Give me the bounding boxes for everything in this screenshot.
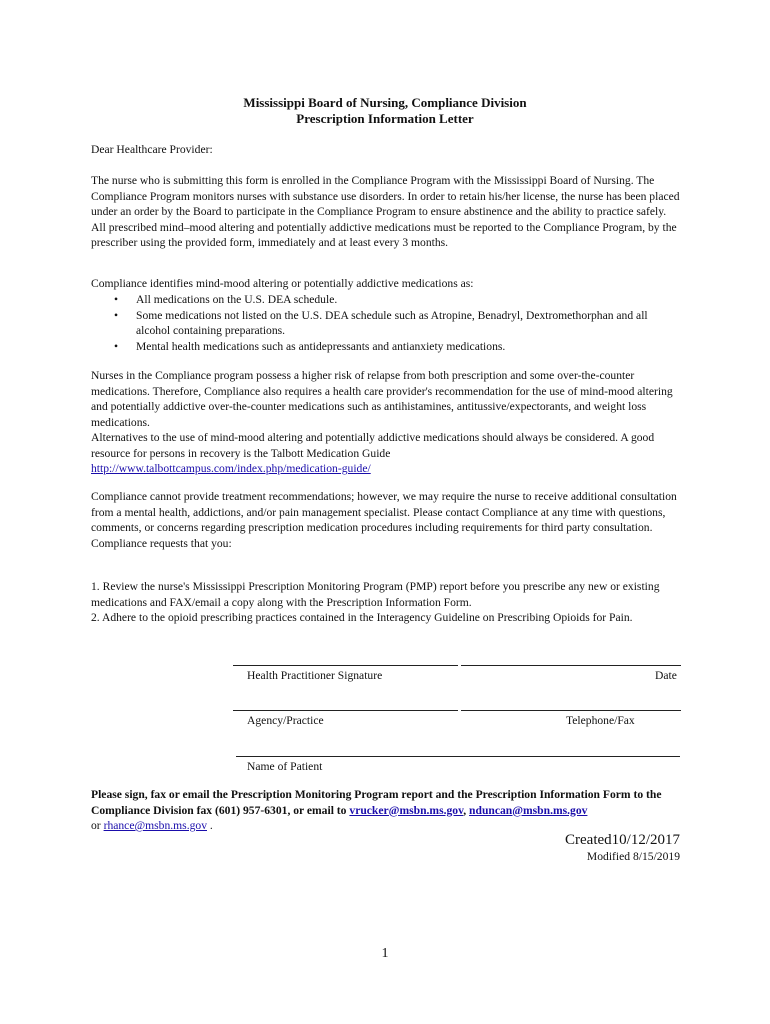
request-item: 1. Review the nurse's Mississippi Prescription Monitoring Program (PMP) report before you prescribe any new or existing medications and FAX/email a copy along with the Prescription Information Form. (91, 580, 660, 609)
list-item: • Some medications not listed on the U.S. DEA schedule such as Atropine, Benadryl, Dextromethorphan and all alcohol containing preparations. (114, 308, 648, 337)
letter-subtitle: Prescription Information Letter (296, 111, 474, 126)
relapse-paragraph: Nurses in the Compliance program possess a higher risk of relapse from both prescription and some over-the-counter medications. Therefore, Compliance also requires a health care provider's recommendation for the use of mind-mood altering and potentially addictive over-the-counter medications such as antihistamines, antitussive/expectorants, and weight loss medications. Alternatives to the use of mind-mood altering and potentially addictive medications should always be considered. A good resource for persons in recovery is the Talbott Medication Guide http://www.talbottcampus.com/index.php/medication-guide/ (91, 369, 673, 475)
requests-list (91, 579, 683, 626)
patient-name-line[interactable] (236, 756, 680, 757)
created-date: Created10/12/2017 (565, 832, 680, 848)
requests-intro: Compliance requests that you: (91, 536, 232, 550)
signature-line[interactable] (233, 665, 458, 666)
email-link-vrucker[interactable]: vrucker@msbn.ms.gov (349, 803, 464, 817)
talbott-guide-link[interactable]: http://www.talbottcampus.com/index.php/medication-guide/ (91, 462, 371, 475)
salutation: Dear Healthcare Provider: (91, 143, 213, 156)
page-number: 1 (381, 946, 389, 961)
bullet-icon: • (114, 339, 119, 353)
date-line[interactable] (461, 665, 681, 666)
treatment-paragraph: Compliance cannot provide treatment recommendations; however, we may require the nurse to receive additional consultation from a mental health, addictions, and/or pain management specialist. Please contact Compliance at any time with questions, comments, or concerns regarding prescription medication procedures including requirements for third party consultation. Compliance requests that you: (91, 489, 683, 551)
list-item: • All medications on the U.S. DEA schedule. (114, 293, 338, 306)
medication-list (91, 292, 683, 354)
bullet-icon: • (114, 308, 119, 322)
patient-name-label: Name of Patient (247, 760, 323, 773)
practitioner-signature-label: Health Practitioner Signature (247, 669, 383, 682)
request-item: 2. Adhere to the opioid prescribing practices contained in the Interagency Guideline on Prescribing Opioids for Pain. (91, 611, 633, 624)
agency-label: Agency/Practice (247, 714, 324, 727)
bullet-icon: • (114, 293, 119, 306)
agency-line[interactable] (233, 710, 458, 711)
telephone-line[interactable] (461, 710, 681, 711)
email-link-nduncan[interactable]: nduncan@msbn.ms.gov (469, 803, 588, 817)
letter-title: Mississippi Board of Nursing, Compliance Division (243, 95, 527, 110)
compliance-identifies-text: Compliance identifies mind-mood altering or potentially addictive medications as: (91, 277, 474, 290)
telephone-label: Telephone/Fax (566, 714, 635, 727)
email-link-rhance[interactable]: rhance@msbn.ms.gov (103, 819, 207, 832)
modified-date: Modified 8/15/2019 (586, 850, 680, 863)
footer-instruction: Please sign, fax or email the Prescription Monitoring Program report and the Prescription Information Form to the Compliance Division fax (601) 957-6301, or email to vrucker@msbn.ms.gov, nduncan@msbn.ms.gov or rhance@msbn.ms.gov . (91, 788, 662, 832)
list-item: • Mental health medications such as antidepressants and antianxiety medications. (114, 339, 506, 353)
intro-paragraph: The nurse who is submitting this form is enrolled in the Compliance Program with the Mississippi Board of Nursing. The Compliance Program monitors nurses with substance use disorders. In order to retain his/her license, the nurse has been placed under an order by the Board to participate in the Compliance Program to ensure abstinence and the ability to practice safely. All prescribed mind–mood altering and potentially addictive medications must be reported to the Compliance Program, by the prescriber using the provided form, immediately and at least every 3 months. (91, 174, 680, 249)
date-label: Date (655, 669, 677, 682)
